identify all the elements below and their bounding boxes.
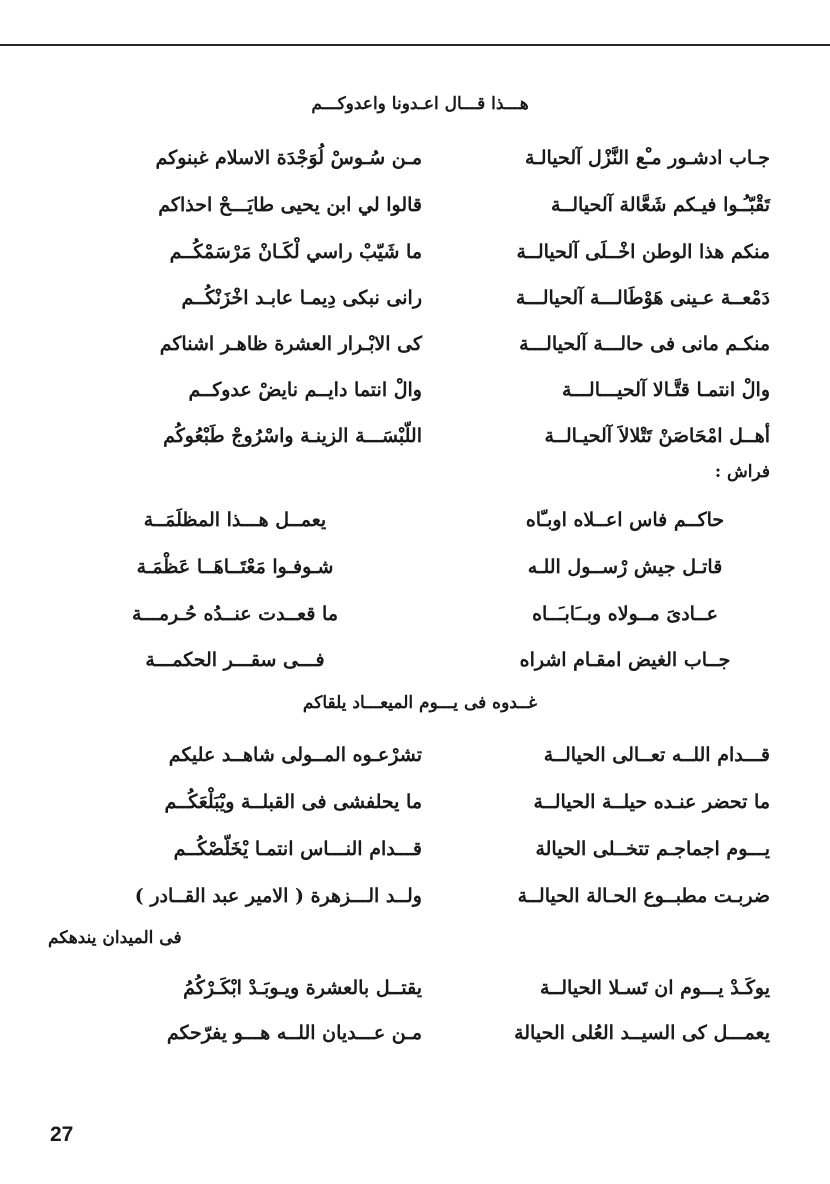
verse-row xyxy=(70,640,770,680)
verse-second-half: ما قعــدت عنــدُه حُـرمـــة xyxy=(131,603,339,625)
verse-first-half: قـــدام اللــه تعــالى الحيالــة xyxy=(543,744,770,766)
verse-row xyxy=(70,547,770,587)
verse-second-half: ما شَيّبْ راسي لْكَـانْ مَرْسَمْكُــم xyxy=(169,241,422,263)
verse-second-half: كى الابْـرار العشرة ظاهـر اشناكم xyxy=(159,333,422,355)
verse-second-half: اللّبْسَـــة الزينـة واسْرُوجْ طَبْعُوكُم xyxy=(163,425,422,447)
verse-row xyxy=(70,876,770,916)
verse-row xyxy=(70,185,770,225)
verse-row xyxy=(70,278,770,318)
verse-first-half: ضربـت مطبــوع الحـالة الحيالــة xyxy=(517,885,770,907)
verse-second-half: قـــدام النـــاس انتمـا يْخَلّصْكُــم xyxy=(173,838,422,860)
verse-row xyxy=(70,829,770,869)
verse-first-half: جـاب ادشـور مـْع النَّزْل آلحيالـة xyxy=(524,147,770,169)
verse-first-half: عــادىَ مــولاه وبــَابـَــاه xyxy=(532,603,718,625)
verse-second-half: رانى نبكى دِيمـا عابـد اخْزَنْكُــم xyxy=(181,287,422,309)
verse-second-half: يقتــل بالعشرة ويـوبَـدْ ابْكَـرْكُمُ xyxy=(183,977,422,999)
verse-first-half: يوكَـدْ يـــوم ان تَسـلا الحيالــة xyxy=(539,977,770,999)
verse-first-half: يعمـــل كى السيــد العُلى الحيالة xyxy=(514,1022,770,1044)
verse-first-half: دَمْعــة عـينى هَوْطَالـــة آلحيالـــة xyxy=(515,287,770,309)
verse-second-half: مـن عـــديان اللــه هـــو يفرّحكم xyxy=(166,1022,422,1044)
verse-first-half: حاكــم فاس اعــلاه اوبـّاه xyxy=(525,509,725,531)
page-number: 27 xyxy=(50,1123,74,1146)
verse-second-half: فـــى سقـــر الحكمـــة xyxy=(145,649,325,671)
verse-second-half: شـوفـوا مَعْتَــاهَــا عَظْمَـة xyxy=(136,556,334,578)
top-rule xyxy=(0,44,830,46)
section-label: فراش : xyxy=(714,462,770,482)
verse-row xyxy=(70,594,770,634)
verse-first-half: قاتـل جيش رْســول اللـه xyxy=(527,556,723,578)
verse-second-half: ولــد الـــزهرة ( الامير عبد القــادر ) xyxy=(134,885,422,907)
verse-first-half: تَقْبّـُـوا فيـكم شَعَّالة آلحيالــة xyxy=(550,194,770,216)
section-heading: هـــذا قـــال اعـدونا واعدوكـــم xyxy=(311,94,529,114)
verse-row xyxy=(70,735,770,775)
verse-second-half: ما يحلفشى فى القبلــة ويْبَلْعَكُــم xyxy=(164,791,422,813)
verse-row xyxy=(70,1013,770,1053)
verse-row xyxy=(70,324,770,364)
verse-first-half: ما تحضر عنـده حيلــة الحيالــة xyxy=(533,791,770,813)
verse-row xyxy=(70,500,770,540)
verse-second-half: مـن سُـوسْ لُوَجْدَة الاسلام غبنوكم xyxy=(155,147,422,169)
verse-second-half: يعمــل هـــذا المظلَمَــة xyxy=(143,509,327,531)
verse-row xyxy=(70,782,770,822)
verse-row xyxy=(70,968,770,1008)
verse-row xyxy=(70,232,770,272)
verse-second-half: تشرْعـوه المــولى شاهــد عليكم xyxy=(168,744,422,766)
verse-first-half: والْ انتمـا قتَّـالا آلحيـــالـــة xyxy=(562,379,770,401)
verse-second-half: والْ انتما دايــم نايضْ عدوكــم xyxy=(188,379,422,401)
section-heading: غــدوه فى يـــوم الميعـــاد يلقاكم xyxy=(302,693,538,713)
verse-second-half: قالوا لي ابن يحيى طايَـــحْ احذاكم xyxy=(158,194,422,216)
verse-first-half: يـــوم اجماجـم تتخــلى الحيالة xyxy=(535,838,770,860)
verse-first-half: منكم هذا الوطن اخْــلَى آلحيالــة xyxy=(516,241,770,263)
verse-row xyxy=(70,370,770,410)
verse-first-half: أهــل امْحَاصَنْ تَتْلالاَ آلحيـالــة xyxy=(544,425,770,447)
section-label: فى الميدان يندهكم xyxy=(48,928,182,948)
verse-first-half: جــاب الغيض امقـام اشراه xyxy=(519,649,731,671)
verse-first-half: منكـم مانى فى حالـــة آلحيالـــة xyxy=(519,333,770,355)
verse-row xyxy=(70,138,770,178)
verse-row xyxy=(70,416,770,456)
